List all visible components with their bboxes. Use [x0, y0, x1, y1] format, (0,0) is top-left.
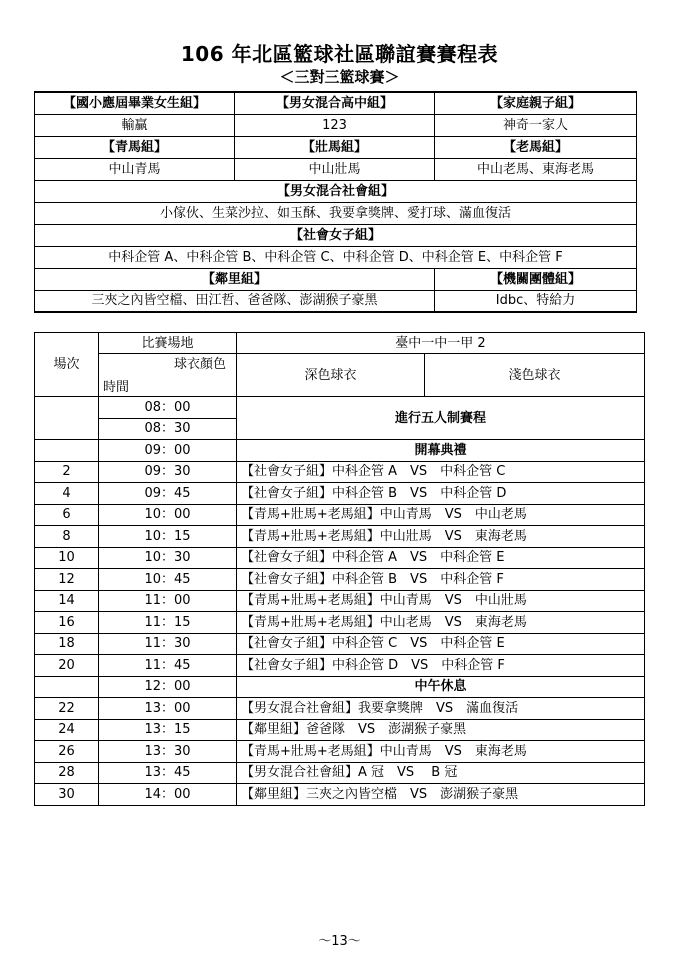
schedule-row: [35, 504, 645, 526]
match-no-header: 場次: [35, 333, 99, 397]
venue-name: 臺中一中一甲 2: [237, 333, 645, 354]
shirt-time-header: [99, 354, 237, 397]
dark-shirt-header: 深色球衣: [237, 354, 425, 397]
schedule-row: [35, 461, 645, 483]
group-teams: 中山老馬、東海老馬: [435, 158, 637, 180]
match-no: 4: [35, 483, 99, 505]
schedule-row: [35, 440, 645, 462]
match-pairing: 【社會女子組】中科企管 C VS 中科企管 E: [237, 633, 645, 655]
group-header: 【國小應屆畢業女生組】: [35, 92, 235, 114]
match-no: 20: [35, 655, 99, 677]
match-time: 14：00: [99, 784, 237, 806]
match-no: 14: [35, 590, 99, 612]
match-time: 11：30: [99, 633, 237, 655]
match-no: 28: [35, 762, 99, 784]
group-header-row: [35, 92, 637, 114]
match-no: 6: [35, 504, 99, 526]
group-value-row: [35, 158, 637, 180]
group-header-row: [35, 224, 637, 246]
match-pairing: 【青馬+壯馬+老馬組】中山老馬 VS 東海老馬: [237, 612, 645, 634]
group-header: 【社會女子組】: [35, 224, 637, 246]
match-pairing: 【鄰里組】三夾之內皆空檔 VS 澎湖猴子豪黑: [237, 784, 645, 806]
match-no: 16: [35, 612, 99, 634]
match-time: 08：00: [99, 397, 237, 419]
schedule-row: [35, 526, 645, 548]
match-no: [35, 397, 99, 440]
match-pairing: 【男女混合社會組】A 冠 VS B 冠: [237, 762, 645, 784]
group-header: 【鄰里組】: [35, 268, 435, 290]
group-teams: 三夾之內皆空檔、田江哲、爸爸隊、澎湖猴子豪黑: [35, 290, 435, 312]
match-time: 10：15: [99, 526, 237, 548]
schedule-row: [35, 633, 645, 655]
match-no: 18: [35, 633, 99, 655]
match-no: [35, 440, 99, 462]
match-pairing: 【青馬+壯馬+老馬組】中山青馬 VS 中山老馬: [237, 504, 645, 526]
venue-label: 比賽場地: [99, 333, 237, 354]
match-time: 10：45: [99, 569, 237, 591]
match-time: 09：00: [99, 440, 237, 462]
shirt-color-label: 球衣顏色: [173, 357, 226, 372]
group-teams: Idbc、特給力: [435, 290, 637, 312]
match-time: 13：45: [99, 762, 237, 784]
schedule-row: [35, 676, 645, 698]
schedule-row: [35, 719, 645, 741]
match-no: 8: [35, 526, 99, 548]
schedule-row: [35, 698, 645, 720]
group-header-row: [35, 136, 637, 158]
group-teams: 中山青馬: [35, 158, 235, 180]
match-pairing: 【社會女子組】中科企管 D VS 中科企管 F: [237, 655, 645, 677]
match-pairing: 【鄰里組】爸爸隊 VS 澎湖猴子豪黑: [237, 719, 645, 741]
match-time: 10：00: [99, 504, 237, 526]
match-no: 12: [35, 569, 99, 591]
match-time: 08：30: [99, 418, 237, 440]
match-pairing: 【男女混合社會組】我要拿獎牌 VS 滿血復活: [237, 698, 645, 720]
page-title: 106 年北區籃球社區聯誼賽賽程表: [180, 42, 499, 66]
five-man-notice: 進行五人制賽程: [237, 397, 645, 440]
page-number: ～13～: [318, 934, 361, 949]
match-no: 30: [35, 784, 99, 806]
match-pairing: 【青馬+壯馬+老馬組】中山青馬 VS 中山壯馬: [237, 590, 645, 612]
match-time: 09：30: [99, 461, 237, 483]
match-time: 13：15: [99, 719, 237, 741]
match-time: 11：45: [99, 655, 237, 677]
group-teams: 小傢伙、生菜沙拉、如玉酥、我要拿獎牌、愛打球、滿血復活: [35, 202, 637, 224]
match-time: 11：15: [99, 612, 237, 634]
match-time: 12：00: [99, 676, 237, 698]
time-label: 時間: [103, 380, 130, 395]
match-time: 10：30: [99, 547, 237, 569]
match-pairing: 【青馬+壯馬+老馬組】中山青馬 VS 東海老馬: [237, 741, 645, 763]
group-header-row: [35, 268, 637, 290]
group-value-row: [35, 290, 637, 312]
schedule-row: [35, 762, 645, 784]
schedule-row: [35, 655, 645, 677]
schedule-row: [35, 784, 645, 806]
group-header: 【機關團體組】: [435, 268, 637, 290]
schedule-header-row: [35, 354, 645, 376]
match-time: 09：45: [99, 483, 237, 505]
light-shirt-header: 淺色球衣: [425, 354, 645, 397]
lunch-break: 中午休息: [237, 676, 645, 698]
match-no: 10: [35, 547, 99, 569]
group-header: 【壯馬組】: [235, 136, 435, 158]
match-no: 22: [35, 698, 99, 720]
group-teams: 中山壯馬: [235, 158, 435, 180]
group-teams: 123: [235, 114, 435, 136]
match-pairing: 【社會女子組】中科企管 B VS 中科企管 D: [237, 483, 645, 505]
match-pairing: 【社會女子組】中科企管 A VS 中科企管 C: [237, 461, 645, 483]
group-value-row: [35, 114, 637, 136]
schedule-header-row: [35, 333, 645, 354]
match-no: 26: [35, 741, 99, 763]
match-time: 13：30: [99, 741, 237, 763]
group-teams: 神奇一家人: [435, 114, 637, 136]
schedule-row: [35, 612, 645, 634]
group-teams: 中科企管 A、中科企管 B、中科企管 C、中科企管 D、中科企管 E、中科企管 F: [35, 246, 637, 268]
group-header-row: [35, 180, 637, 202]
schedule-row: [35, 741, 645, 763]
group-header: 【男女混合高中組】: [235, 92, 435, 114]
match-no: [35, 676, 99, 698]
groups-table: [34, 91, 637, 313]
match-pairing: 【社會女子組】中科企管 B VS 中科企管 F: [237, 569, 645, 591]
group-header: 【老馬組】: [435, 136, 637, 158]
group-header: 【男女混合社會組】: [35, 180, 637, 202]
group-value-row: [35, 246, 637, 268]
group-teams: 輸贏: [35, 114, 235, 136]
match-pairing: 【青馬+壯馬+老馬組】中山壯馬 VS 東海老馬: [237, 526, 645, 548]
schedule-row: [35, 569, 645, 591]
match-no: 24: [35, 719, 99, 741]
match-no: 2: [35, 461, 99, 483]
match-pairing: 【社會女子組】中科企管 A VS 中科企管 E: [237, 547, 645, 569]
schedule-row: [35, 483, 645, 505]
group-header: 【家庭親子組】: [435, 92, 637, 114]
group-header: 【青馬組】: [35, 136, 235, 158]
schedule-row: [35, 590, 645, 612]
page-subtitle: ＜三對三籃球賽＞: [279, 68, 400, 86]
opening-ceremony: 開幕典禮: [237, 440, 645, 462]
schedule-row: [35, 547, 645, 569]
schedule-row: [35, 397, 645, 419]
match-time: 13：00: [99, 698, 237, 720]
match-time: 11：00: [99, 590, 237, 612]
schedule-table: [34, 332, 645, 806]
group-value-row: [35, 202, 637, 224]
